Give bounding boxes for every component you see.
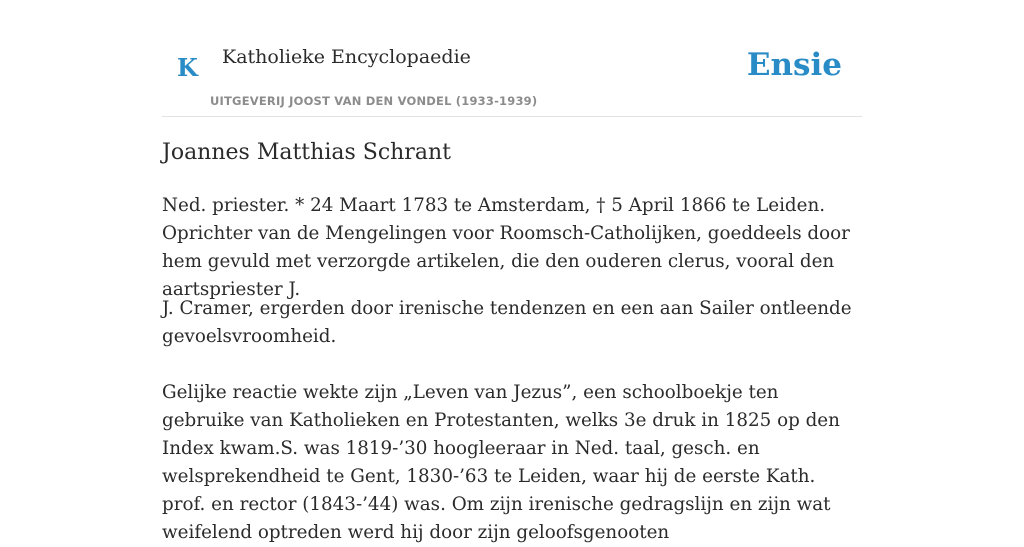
encyclopedia-logo-icon[interactable]: K xyxy=(177,53,198,82)
publisher-subtitle: UITGEVERIJ JOOST VAN DEN VONDEL (1933-1939) xyxy=(210,94,538,108)
site-title[interactable]: Katholieke Encyclopaedie xyxy=(222,46,471,68)
article-title: Joannes Matthias Schrant xyxy=(162,140,451,165)
article-paragraph: Gelijke reactie wekte zijn „Leven van Jezus”, een schoolboekje ten gebruike van Katholieken en Protestanten, welks 3e druk in 1825 op den Index kwam.S. was 1819-’30 hoogleeraar in Ned. taal, gesch. en welsprekendheid te Gent, 1830-’63 te Leiden, waar hij de eerste Kath. prof. en rector (1843-’44) was. Om zijn irenische gedragslijn en zijn wat weifelend optreden werd hij door zijn geloofsgenooten xyxy=(162,382,840,543)
ensie-brand-link[interactable]: Ensie xyxy=(746,47,842,83)
article-paragraph: J. Cramer, ergerden door irenische tendenzen en een aan Sailer ontleende gevoelsvroomheid. xyxy=(162,298,852,347)
article-paragraph: Ned. priester. * 24 Maart 1783 te Amsterdam, † 5 April 1866 te Leiden. Oprichter van de Mengelingen voor Roomsch-Catholijken, goeddeels door hem gevuld met verzorgde artikelen, die den ouderen clerus, vooral den aartspriester J. xyxy=(162,195,850,300)
site-header xyxy=(162,0,862,117)
